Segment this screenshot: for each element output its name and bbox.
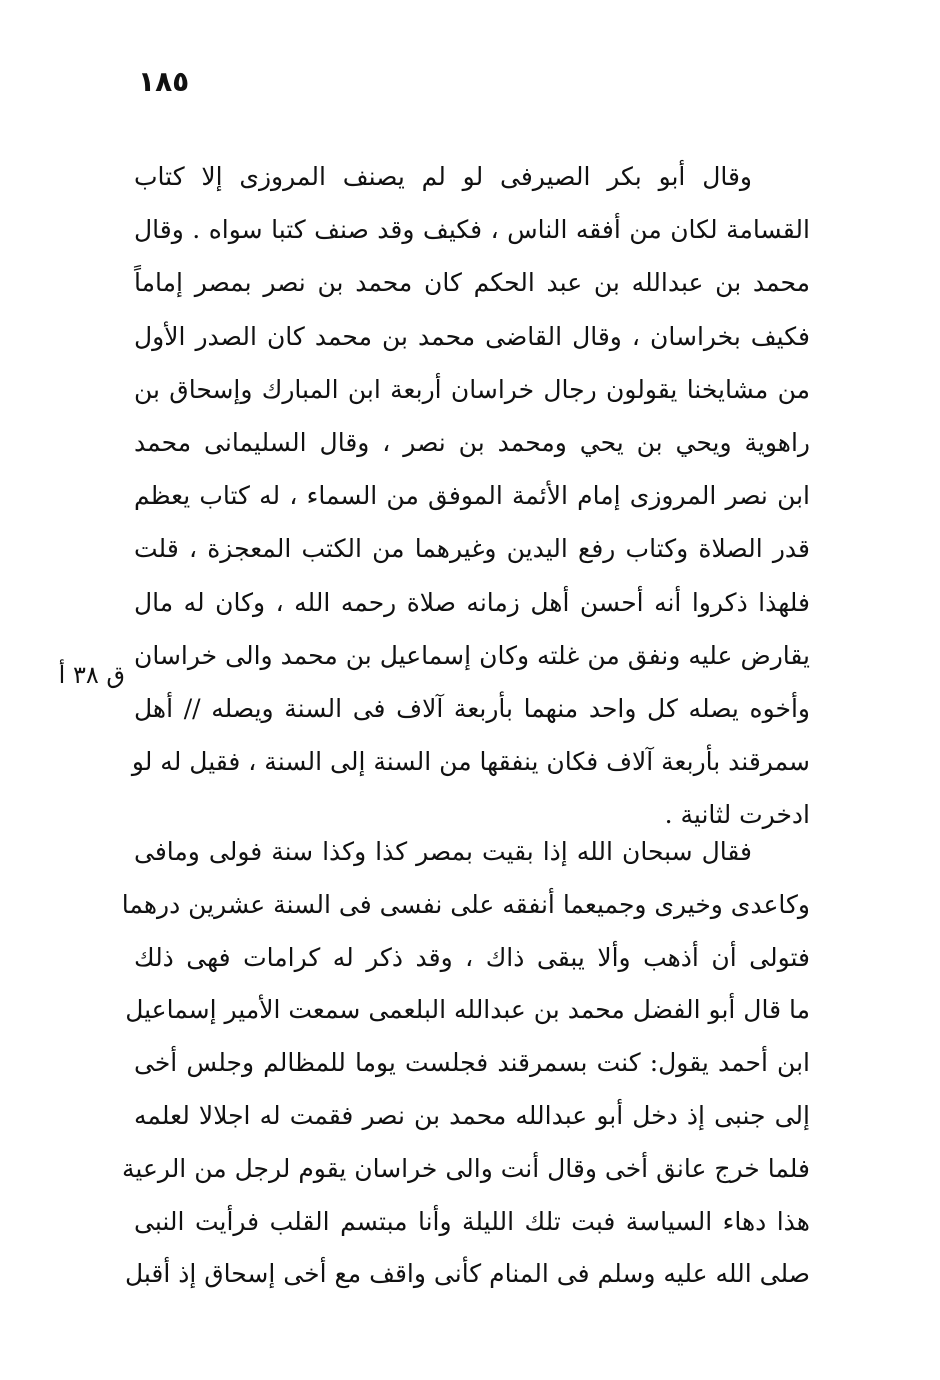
text-line: فقال سبحان الله إذا بقيت بمصر كذا وكذا سنة فولى ومافى	[134, 837, 752, 866]
paragraph-2	[121, 826, 810, 1301]
text-line: ادخرت لثانية .	[664, 800, 810, 830]
text-line: هذا دهاء السياسة فبت تلك الليلة وأنا مبتسم القلب فرأيت النبى	[134, 1206, 810, 1236]
text-line: فكيف بخراسان ، وقال القاضى محمد بن محمد كان الصدر الأول	[134, 321, 810, 351]
page-number: ١٨٥	[138, 65, 190, 98]
text-line: القسامة لكان من أفقه الناس ، فكيف وقد صنف كتبا سواه . وقال	[134, 215, 810, 245]
text-line: وقال أبو بكر الصيرفى لو لم يصنف المروزى إلا كتاب	[134, 162, 752, 191]
text-line: فلهذا ذكروا أنه أحسن أهل زمانه صلاة رحمه الله ، وكان له مال	[134, 587, 810, 617]
text-line: وأخوه يصله كل واحد منهما بأربعة آلاف فى السنة ويصله // أهل	[134, 693, 810, 723]
margin-note: ق ٣٨ أ	[58, 661, 125, 689]
text-line: سمرقند بأربعة آلاف فكان ينفقها من السنة إلى السنة ، فقيل له لو	[131, 747, 810, 777]
text-line: يقارض عليه ونفق من غلته وكان إسماعيل بن محمد والى خراسان	[134, 640, 810, 670]
text-line: ابن أحمد يقول: كنت بسمرقند فجلست يوما للمظالم وجلس أخى	[134, 1048, 810, 1078]
text-line: ما قال أبو الفضل محمد بن عبدالله البلعمى سمعت الأمير إسماعيل	[125, 995, 810, 1025]
text-line: من مشايخنا يقولون رجال خراسان أربعة ابن المبارك وإسحاق بن	[134, 374, 810, 404]
text-line: إلى جنبى إذ دخل أبو عبدالله محمد بن نصر فقمت له اجلالا لعلمه	[134, 1100, 810, 1130]
text-line: محمد بن عبدالله بن عبد الحكم كان محمد بن نصر بمصر إماماً	[134, 268, 810, 298]
text-line: ابن نصر المروزى إمام الأئمة الموفق من السماء ، له كتاب يعظم	[134, 481, 810, 511]
text-line: صلى الله عليه وسلم فى المنام كأنى واقف مع أخى إسحاق إذ أقبل	[124, 1259, 810, 1289]
text-line: وكاعدى وخيرى وجميعما أنفقه على نفسى فى السنة عشرين درهما	[121, 889, 810, 919]
text-line: فلما خرج عانق أخى وقال أنت والى خراسان يقوم لرجل من الرعية	[122, 1153, 810, 1183]
paragraph-1	[131, 150, 810, 841]
text-line: فتولى أن أذهب وألا يبقى ذاك ، وقد ذكر له كرامات فهى ذلك	[134, 942, 810, 972]
text-line: راهوية ويحي بن يحي ومحمد بن نصر ، وقال السليمانى محمد	[134, 427, 810, 457]
text-line: قدر الصلاة وكتاب رفع اليدين وغيرهما من الكتب المعجزة ، قلت	[134, 534, 810, 564]
